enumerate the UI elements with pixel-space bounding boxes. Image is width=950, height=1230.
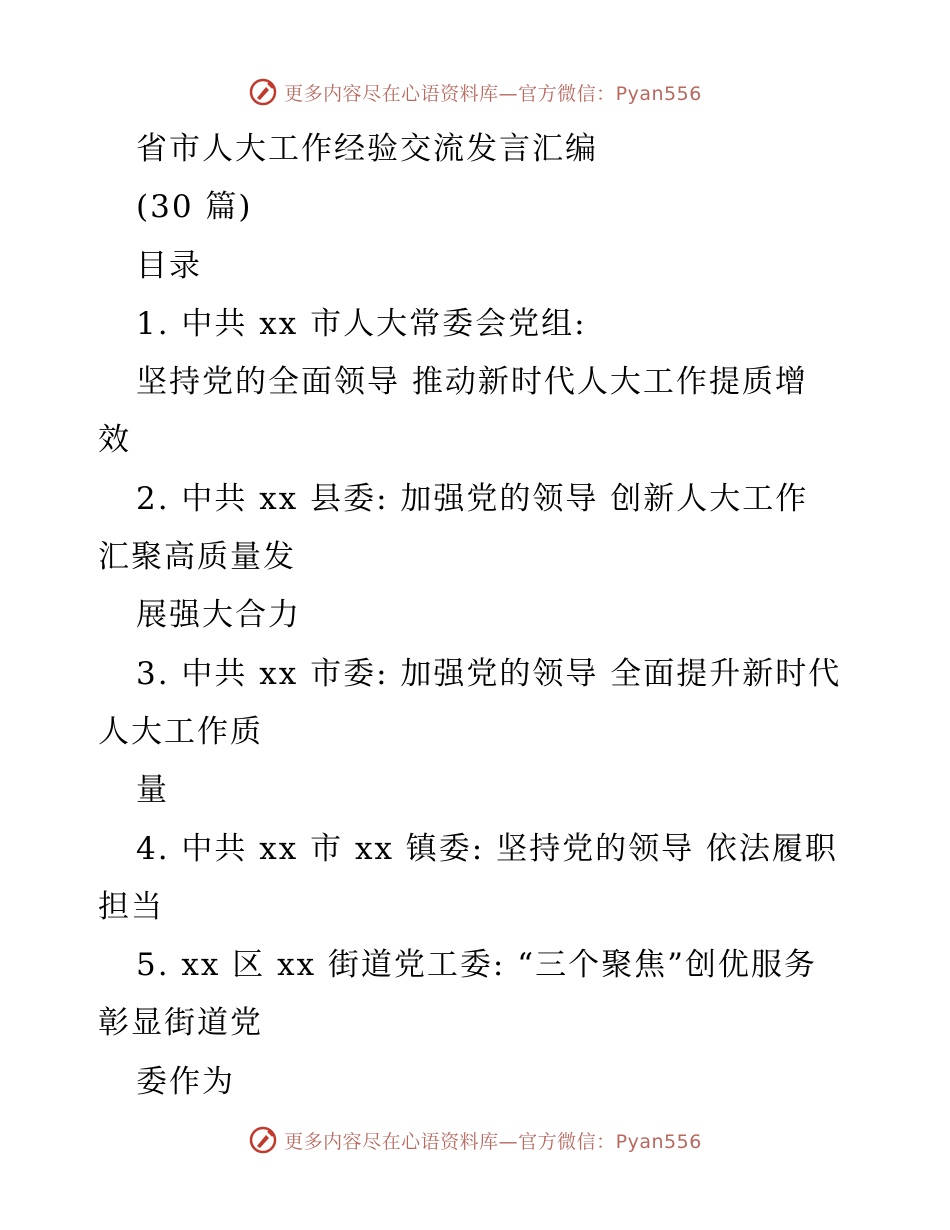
toc-entry-line: 2. 中共 xx 县委: 加强党的领导 创新人大工作 [136,480,809,517]
toc-entry-line: 量 [136,772,169,809]
toc-entry-line: 3. 中共 xx 市委: 加强党的领导 全面提升新时代 [136,655,842,692]
toc-entry-line: 人大工作质 [98,713,263,750]
toc-entry-line: 1. 中共 xx 市人大常委会党组: [136,305,587,342]
toc-heading: 目录 [136,247,202,284]
toc-entry-line: 委作为 [136,1063,235,1100]
toc-entry-line: 彰显街道党 [98,1005,263,1042]
toc-entry-line: 担当 [98,888,164,925]
toc-entry-line: 汇聚高质量发 [98,539,296,576]
pen-nib-logo-icon [248,77,278,107]
document-title: 省市人大工作经验交流发言汇编 [136,131,598,167]
footer-watermark-text: 更多内容尽在心语资料库—官方微信：Pyan556 [284,1130,702,1153]
toc-entry-line: 4. 中共 xx 市 xx 镇委: 坚持党的领导 依法履职 [136,830,838,867]
toc-entry-line: 展强大合力 [136,597,301,634]
toc-entry-line: 效 [98,422,131,459]
header-watermark-text: 更多内容尽在心语资料库—官方微信：Pyan556 [284,82,702,105]
pen-nib-logo-icon [248,1125,278,1155]
toc-entry-line: 坚持党的全面领导 推动新时代人大工作提质增 [136,364,808,401]
header-watermark-banner [0,72,950,112]
document-subtitle: (30 篇) [136,189,253,226]
toc-entry-line: 5. xx 区 xx 街道党工委: “三个聚焦”创优服务 [136,947,817,984]
document-body [98,120,858,1111]
footer-watermark-banner [0,1120,950,1160]
